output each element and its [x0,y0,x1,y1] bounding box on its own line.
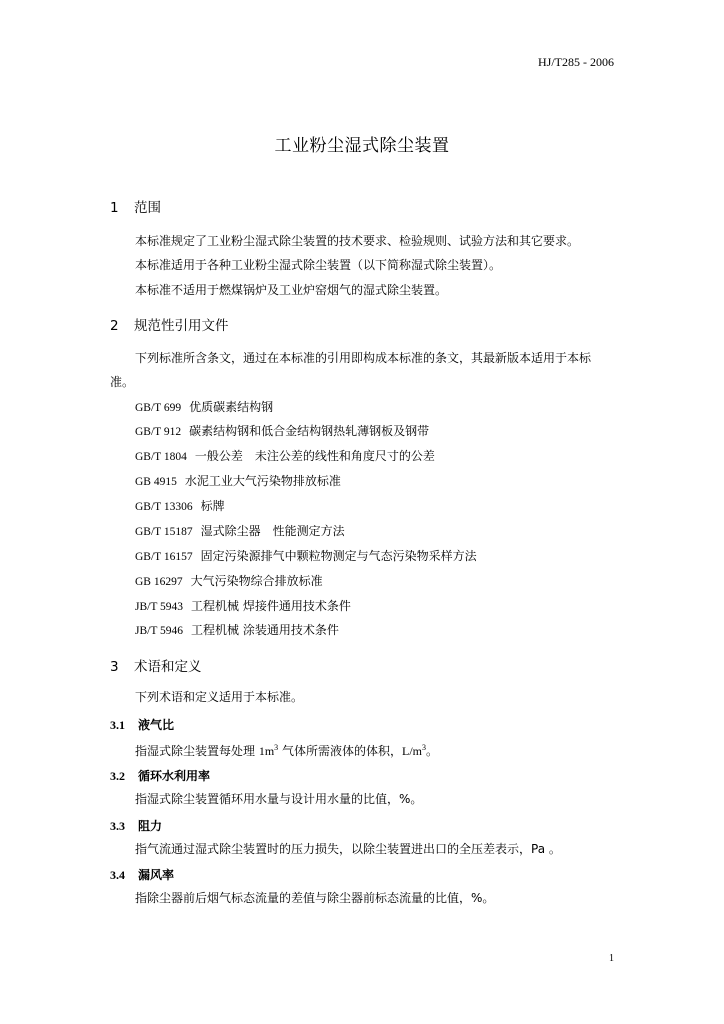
reference-item [135,424,429,439]
term-heading [110,817,162,834]
reference-name: 工程机械 涂装通用技术条件 [191,623,339,637]
term-definition [135,741,438,758]
term-number: 3.2 [110,769,125,783]
reference-name: 湿式除尘器 性能测定方法 [200,524,345,538]
reference-item [135,474,341,489]
section-title: 规范性引用文件 [134,318,229,334]
paragraph: 本标准规定了工业粉尘湿式除尘装置的技术要求、检验规则、试验方法和其它要求。 [135,234,580,248]
reference-item [135,623,339,638]
unit-text: 1m [258,744,275,758]
reference-name: 优质碳素结构钢 [189,400,274,414]
reference-name: 一般公差 未注公差的线性和角度尺寸的公差 [194,449,435,463]
paragraph-continuation: 准。 [110,375,135,389]
term-name: 阻力 [138,819,163,833]
reference-code: GB/T 699 [135,402,182,414]
definition-text: 气体所需液体的体积， [278,744,402,758]
reference-item [135,449,435,464]
reference-code: GB/T 912 [135,426,182,438]
paragraph: 本标准适用于各种工业粉尘湿式除尘装置（以下简称湿式除尘装置）。 [135,258,502,272]
paragraph: 本标准不适用于燃煤锅炉及工业炉窑烟气的湿式除尘装置。 [135,283,448,297]
reference-name: 碳素结构钢和低合金结构钢热轧薄钢板及钢带 [189,424,430,438]
reference-code: GB/T 13306 [135,501,193,513]
term-heading [110,767,210,784]
section-number: 2 [110,318,119,334]
section-number: 3 [110,659,119,675]
term-number: 3.3 [110,819,125,833]
reference-name: 水泥工业大气污染物排放标准 [184,474,341,488]
term-definition: 指气流通过湿式除尘装置时的压力损失，以除尘装置进出口的全压差表示，Pa 。 [135,842,561,856]
term-number: 3.1 [110,718,125,732]
reference-name: 固定污染源排气中颗粒物测定与气态污染物采样方法 [200,549,477,563]
paragraph: 下列术语和定义适用于本标准。 [135,690,304,704]
section-heading-references [110,314,229,334]
reference-code: GB/T 15187 [135,526,193,538]
term-name: 液气比 [138,718,175,732]
paragraph: 下列标准所含条文，通过在本标准的引用即构成本标准的条文，其最新版本适用于本标 [135,351,592,365]
section-heading-terms [110,655,202,675]
reference-name: 标牌 [200,499,225,513]
reference-code: GB 4915 [135,476,177,488]
document-title: 工业粉尘湿式除尘装置 [274,136,450,156]
definition-text: 。 [426,744,439,758]
term-definition: 指除尘器前后烟气标态流量的差值与除尘器前标态流量的比值，%。 [135,891,495,905]
unit-superscript: 3 [274,743,279,752]
reference-item [135,499,225,514]
reference-name: 大气污染物综合排放标准 [190,574,323,588]
reference-item [135,599,351,614]
reference-code: JB/T 5946 [135,625,184,637]
section-number: 1 [110,200,119,216]
reference-item [135,574,323,589]
reference-code: GB/T 16157 [135,551,193,563]
term-number: 3.4 [110,868,125,882]
term-name: 漏风率 [138,868,175,882]
term-name: 循环水利用率 [138,769,211,783]
section-heading-scope [110,196,161,216]
reference-code: JB/T 5943 [135,601,184,613]
term-definition: 指湿式除尘装置循环用水量与设计用水量的比值，%。 [135,792,423,806]
definition-text: 指湿式除尘装置每处理 [135,744,259,758]
reference-item [135,549,477,564]
section-title: 范围 [134,200,161,216]
standard-code: HJ/T285 - 2006 [538,55,614,69]
reference-name: 工程机械 焊接件通用技术条件 [191,599,351,613]
page-number: 1 [609,953,614,964]
reference-code: GB 16297 [135,576,183,588]
unit-text: L/m [402,744,422,758]
term-heading [110,866,174,883]
reference-item [135,524,345,539]
reference-code: GB/T 1804 [135,451,187,463]
term-heading [110,716,174,733]
reference-item [135,400,273,415]
unit-superscript: 3 [422,743,426,752]
section-title: 术语和定义 [134,659,202,675]
